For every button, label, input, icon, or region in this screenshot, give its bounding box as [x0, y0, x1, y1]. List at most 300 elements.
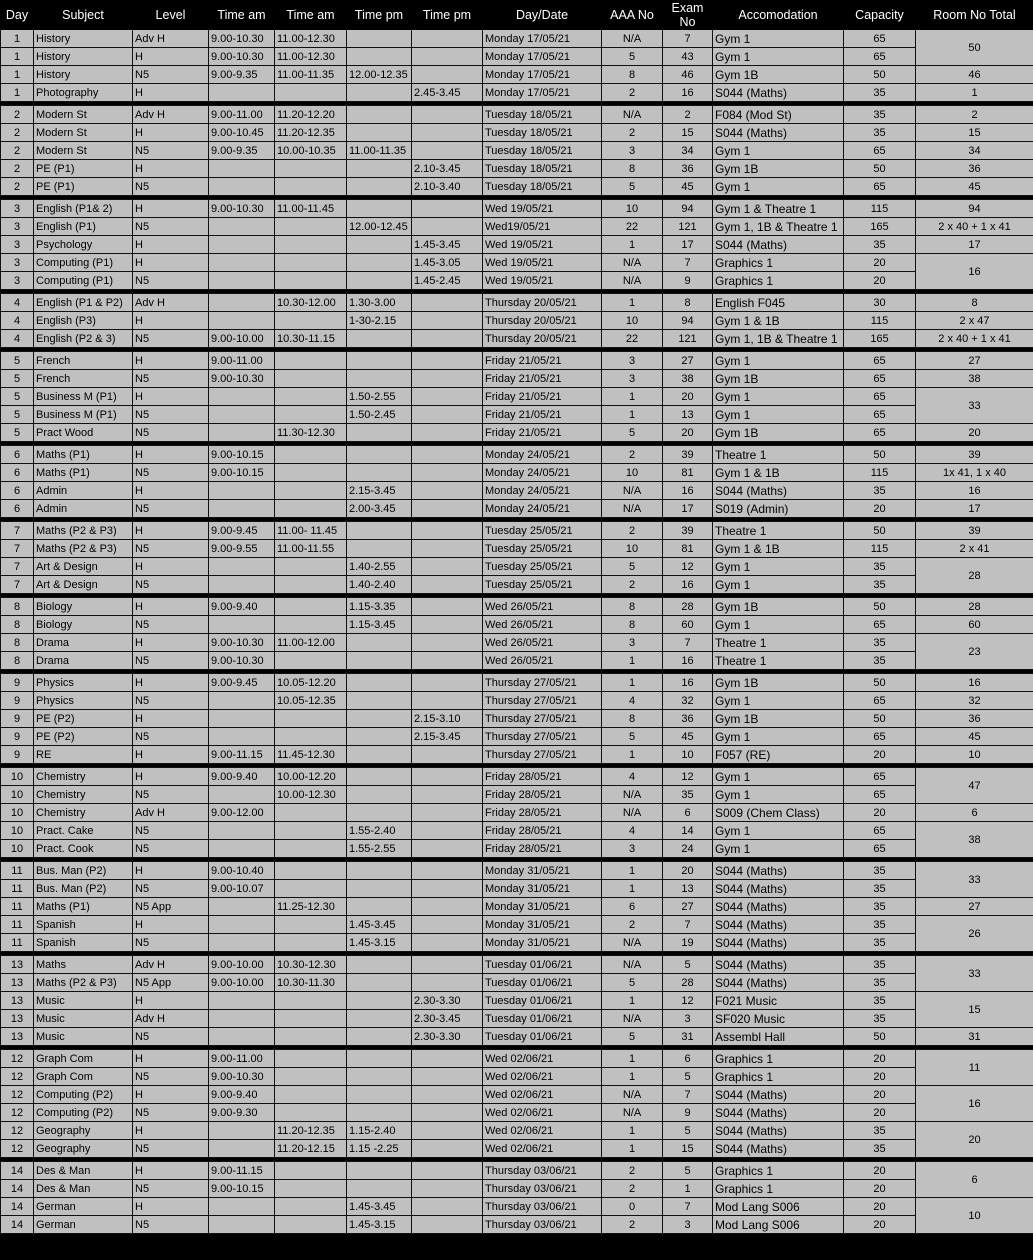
- accommodation-cell: Gym 1, 1B & Theatre 1: [713, 330, 844, 348]
- subject-cell: Pract. Cook: [34, 840, 133, 858]
- exam-no-cell: 16: [663, 84, 713, 102]
- date-cell: Tuesday 25/05/21: [483, 540, 602, 558]
- time-am-1-cell: 9.00-9.40: [209, 768, 275, 786]
- time-pm-2-cell: [412, 692, 483, 710]
- time-pm-1-cell: 1-30-2.15: [347, 312, 412, 330]
- exam-no-cell: 27: [663, 352, 713, 370]
- level-cell: H: [133, 916, 209, 934]
- table-row: [1, 1104, 1033, 1122]
- capacity-cell: 20: [844, 1086, 916, 1104]
- aaa-no-cell: 3: [602, 370, 663, 388]
- subject-cell: French: [34, 352, 133, 370]
- time-am-2-cell: 10.05-12.20: [275, 674, 347, 692]
- date-cell: Wed 02/06/21: [483, 1050, 602, 1068]
- room-no-total-cell: 8: [916, 294, 1033, 312]
- table-row: [1, 482, 1033, 500]
- time-pm-2-cell: [412, 880, 483, 898]
- aaa-no-cell: 1: [602, 1140, 663, 1158]
- time-pm-2-cell: [412, 822, 483, 840]
- time-am-1-cell: 9.00-9.40: [209, 1086, 275, 1104]
- time-am-1-cell: 9.00-10.00: [209, 330, 275, 348]
- day-cell: 10: [1, 786, 34, 804]
- time-pm-2-cell: 1.45-3.45: [412, 236, 483, 254]
- time-am-1-cell: 9.00-10.30: [209, 48, 275, 66]
- accommodation-cell: Gym 1: [713, 840, 844, 858]
- table-row: [1, 598, 1033, 616]
- subject-cell: Admin: [34, 500, 133, 518]
- day-cell: 12: [1, 1050, 34, 1068]
- subject-cell: English (P2 & 3): [34, 330, 133, 348]
- day-cell: 6: [1, 464, 34, 482]
- aaa-no-cell: N/A: [602, 804, 663, 822]
- room-no-total-cell: 94: [916, 200, 1033, 218]
- level-cell: N5: [133, 1028, 209, 1046]
- day-cell: 6: [1, 500, 34, 518]
- time-am-1-cell: [209, 992, 275, 1010]
- subject-cell: Business M (P1): [34, 388, 133, 406]
- time-pm-1-cell: 1.40-2.55: [347, 558, 412, 576]
- subject-cell: Spanish: [34, 934, 133, 952]
- time-pm-1-cell: [347, 160, 412, 178]
- capacity-cell: 20: [844, 1068, 916, 1086]
- table-row: [1, 406, 1033, 424]
- time-pm-1-cell: [347, 84, 412, 102]
- time-am-2-cell: [275, 1198, 347, 1216]
- time-am-2-cell: [275, 160, 347, 178]
- time-pm-2-cell: [412, 1122, 483, 1140]
- subject-cell: English (P1& 2): [34, 200, 133, 218]
- time-pm-1-cell: [347, 1050, 412, 1068]
- table-row: [1, 804, 1033, 822]
- time-am-1-cell: 9.00-10.30: [209, 30, 275, 48]
- time-pm-1-cell: [347, 804, 412, 822]
- time-pm-1-cell: 1.45-3.45: [347, 1198, 412, 1216]
- day-cell: 9: [1, 674, 34, 692]
- time-pm-1-cell: 12.00-12.35: [347, 66, 412, 84]
- room-no-total-cell: 38: [916, 370, 1033, 388]
- capacity-cell: 35: [844, 916, 916, 934]
- room-no-total-cell: 16: [916, 674, 1033, 692]
- time-am-1-cell: 9.00-9.35: [209, 142, 275, 160]
- time-pm-1-cell: [347, 236, 412, 254]
- level-cell: N5: [133, 692, 209, 710]
- table-row: [1, 540, 1033, 558]
- subject-cell: Pract Wood: [34, 424, 133, 442]
- exam-no-cell: 35: [663, 786, 713, 804]
- time-pm-1-cell: [347, 880, 412, 898]
- subject-cell: Business M (P1): [34, 406, 133, 424]
- capacity-cell: 30: [844, 294, 916, 312]
- day-cell: 1: [1, 30, 34, 48]
- time-pm-1-cell: [347, 1086, 412, 1104]
- level-cell: N5: [133, 66, 209, 84]
- time-pm-2-cell: 2.30-3.30: [412, 992, 483, 1010]
- accommodation-cell: S044 (Maths): [713, 1086, 844, 1104]
- date-cell: Tuesday 01/06/21: [483, 992, 602, 1010]
- room-no-total-cell: 1x 41, 1 x 40: [916, 464, 1033, 482]
- time-am-2-cell: [275, 1162, 347, 1180]
- table-row: [1, 1180, 1033, 1198]
- level-cell: H: [133, 48, 209, 66]
- subject-cell: Modern St: [34, 142, 133, 160]
- day-cell: 3: [1, 272, 34, 290]
- level-cell: H: [133, 598, 209, 616]
- time-am-2-cell: [275, 652, 347, 670]
- table-row: [1, 1216, 1033, 1234]
- table-row: [1, 124, 1033, 142]
- day-cell: 11: [1, 862, 34, 880]
- level-cell: H: [133, 236, 209, 254]
- time-pm-1-cell: [347, 446, 412, 464]
- time-pm-1-cell: [347, 898, 412, 916]
- time-am-2-cell: [275, 558, 347, 576]
- subject-cell: Geography: [34, 1122, 133, 1140]
- time-am-2-cell: [275, 934, 347, 952]
- capacity-cell: 50: [844, 446, 916, 464]
- exam-no-cell: 5: [663, 956, 713, 974]
- time-am-1-cell: [209, 786, 275, 804]
- date-cell: Monday 31/05/21: [483, 934, 602, 952]
- exam-no-cell: 1: [663, 1180, 713, 1198]
- accommodation-cell: Graphics 1: [713, 254, 844, 272]
- accommodation-cell: Gym 1B: [713, 674, 844, 692]
- level-cell: Adv H: [133, 1010, 209, 1028]
- date-cell: Thursday 20/05/21: [483, 330, 602, 348]
- table-row: [1, 956, 1033, 974]
- table-row: [1, 48, 1033, 66]
- date-cell: Monday 17/05/21: [483, 30, 602, 48]
- time-am-1-cell: [209, 822, 275, 840]
- table-row: [1, 822, 1033, 840]
- time-pm-2-cell: [412, 934, 483, 952]
- table-row: [1, 30, 1033, 48]
- date-cell: Friday 21/05/21: [483, 424, 602, 442]
- time-pm-1-cell: [347, 728, 412, 746]
- capacity-cell: 20: [844, 1198, 916, 1216]
- aaa-no-cell: 1: [602, 294, 663, 312]
- accommodation-cell: S044 (Maths): [713, 934, 844, 952]
- time-pm-1-cell: [347, 974, 412, 992]
- aaa-no-cell: 2: [602, 84, 663, 102]
- time-pm-2-cell: [412, 746, 483, 764]
- level-cell: N5: [133, 406, 209, 424]
- aaa-no-cell: N/A: [602, 30, 663, 48]
- subject-cell: Music: [34, 1010, 133, 1028]
- time-am-2-cell: [275, 616, 347, 634]
- aaa-no-cell: 8: [602, 710, 663, 728]
- table-row: [1, 218, 1033, 236]
- time-pm-2-cell: [412, 500, 483, 518]
- time-am-1-cell: [209, 236, 275, 254]
- aaa-no-cell: 5: [602, 48, 663, 66]
- time-am-2-cell: 11.00-12.30: [275, 48, 347, 66]
- accommodation-cell: Gym 1B: [713, 370, 844, 388]
- level-cell: H: [133, 634, 209, 652]
- table-row: [1, 1122, 1033, 1140]
- time-am-1-cell: 9.00-10.30: [209, 652, 275, 670]
- date-cell: Wed 02/06/21: [483, 1140, 602, 1158]
- day-cell: 13: [1, 992, 34, 1010]
- date-cell: Wed 26/05/21: [483, 652, 602, 670]
- time-am-2-cell: 11.00-12.30: [275, 30, 347, 48]
- time-am-2-cell: 11.00- 11.45: [275, 522, 347, 540]
- time-pm-2-cell: [412, 1140, 483, 1158]
- time-pm-1-cell: 1.15 -2.25: [347, 1140, 412, 1158]
- day-cell: 14: [1, 1198, 34, 1216]
- aaa-no-cell: 4: [602, 822, 663, 840]
- accommodation-cell: Graphics 1: [713, 1162, 844, 1180]
- time-pm-2-cell: 1.45-3.05: [412, 254, 483, 272]
- aaa-no-cell: N/A: [602, 1010, 663, 1028]
- exam-no-cell: 7: [663, 634, 713, 652]
- time-pm-1-cell: 12.00-12.45: [347, 218, 412, 236]
- room-no-total-cell: 11: [916, 1050, 1033, 1086]
- time-am-1-cell: 9.00-10.15: [209, 464, 275, 482]
- time-am-1-cell: [209, 1122, 275, 1140]
- capacity-cell: 20: [844, 1104, 916, 1122]
- time-am-2-cell: [275, 464, 347, 482]
- time-am-1-cell: 9.00-11.15: [209, 746, 275, 764]
- time-am-1-cell: [209, 482, 275, 500]
- level-cell: N5 App: [133, 974, 209, 992]
- accommodation-cell: S044 (Maths): [713, 1104, 844, 1122]
- day-cell: 5: [1, 370, 34, 388]
- time-am-2-cell: [275, 862, 347, 880]
- time-am-2-cell: [275, 218, 347, 236]
- capacity-cell: 65: [844, 786, 916, 804]
- time-am-1-cell: [209, 1216, 275, 1234]
- time-am-1-cell: [209, 312, 275, 330]
- date-cell: Friday 28/05/21: [483, 768, 602, 786]
- time-pm-2-cell: [412, 1162, 483, 1180]
- time-pm-2-cell: [412, 974, 483, 992]
- subject-cell: Maths (P1): [34, 898, 133, 916]
- accommodation-cell: S044 (Maths): [713, 898, 844, 916]
- exam-no-cell: 7: [663, 30, 713, 48]
- time-pm-2-cell: [412, 66, 483, 84]
- day-cell: 12: [1, 1140, 34, 1158]
- day-cell: 4: [1, 294, 34, 312]
- accommodation-cell: Gym 1: [713, 576, 844, 594]
- level-cell: H: [133, 312, 209, 330]
- day-cell: 13: [1, 956, 34, 974]
- date-cell: Monday 17/05/21: [483, 66, 602, 84]
- date-cell: Tuesday 01/06/21: [483, 956, 602, 974]
- aaa-no-cell: 10: [602, 200, 663, 218]
- aaa-no-cell: N/A: [602, 482, 663, 500]
- time-am-1-cell: 9.00-9.35: [209, 66, 275, 84]
- aaa-no-cell: 3: [602, 840, 663, 858]
- time-pm-2-cell: [412, 634, 483, 652]
- table-row: [1, 746, 1033, 764]
- accommodation-cell: Gym 1 & 1B: [713, 464, 844, 482]
- capacity-cell: 50: [844, 1028, 916, 1046]
- capacity-cell: 35: [844, 106, 916, 124]
- time-am-1-cell: [209, 424, 275, 442]
- exam-no-cell: 20: [663, 862, 713, 880]
- aaa-no-cell: 2: [602, 446, 663, 464]
- room-no-total-cell: 47: [916, 768, 1033, 804]
- date-cell: Thursday 27/05/21: [483, 710, 602, 728]
- level-cell: H: [133, 862, 209, 880]
- level-cell: H: [133, 1050, 209, 1068]
- accommodation-cell: Gym 1: [713, 558, 844, 576]
- subject-cell: Drama: [34, 634, 133, 652]
- time-pm-1-cell: 1.50-2.55: [347, 388, 412, 406]
- time-am-1-cell: 9.00-9.45: [209, 522, 275, 540]
- aaa-no-cell: 10: [602, 312, 663, 330]
- time-am-1-cell: [209, 178, 275, 196]
- time-pm-1-cell: 1.55-2.55: [347, 840, 412, 858]
- capacity-cell: 35: [844, 652, 916, 670]
- table-row: [1, 1162, 1033, 1180]
- level-cell: N5: [133, 786, 209, 804]
- time-pm-2-cell: [412, 1104, 483, 1122]
- level-cell: H: [133, 352, 209, 370]
- date-cell: Tuesday 01/06/21: [483, 1028, 602, 1046]
- subject-cell: RE: [34, 746, 133, 764]
- aaa-no-cell: 3: [602, 142, 663, 160]
- level-cell: H: [133, 160, 209, 178]
- table-row: [1, 66, 1033, 84]
- accommodation-cell: Gym 1: [713, 406, 844, 424]
- day-cell: 13: [1, 974, 34, 992]
- subject-cell: Des & Man: [34, 1180, 133, 1198]
- time-pm-1-cell: 11.00-11.35: [347, 142, 412, 160]
- table-row: [1, 768, 1033, 786]
- time-am-1-cell: 9.00-11.00: [209, 352, 275, 370]
- room-no-total-cell: 27: [916, 352, 1033, 370]
- time-am-1-cell: 9.00-9.30: [209, 1104, 275, 1122]
- room-no-total-cell: 33: [916, 956, 1033, 992]
- room-no-total-cell: 10: [916, 746, 1033, 764]
- table-row: [1, 992, 1033, 1010]
- header-level: Level: [133, 1, 209, 30]
- time-pm-2-cell: [412, 446, 483, 464]
- level-cell: N5: [133, 1180, 209, 1198]
- time-am-1-cell: [209, 272, 275, 290]
- table-row: [1, 1140, 1033, 1158]
- subject-cell: PE (P2): [34, 710, 133, 728]
- exam-no-cell: 7: [663, 1198, 713, 1216]
- level-cell: H: [133, 1198, 209, 1216]
- time-am-1-cell: [209, 576, 275, 594]
- level-cell: N5: [133, 424, 209, 442]
- header-row: [1, 1, 1033, 30]
- date-cell: Wed19/05/21: [483, 218, 602, 236]
- time-am-2-cell: 11.00-11.35: [275, 66, 347, 84]
- time-pm-1-cell: [347, 862, 412, 880]
- table-row: [1, 352, 1033, 370]
- exam-no-cell: 17: [663, 500, 713, 518]
- subject-cell: Bus. Man (P2): [34, 880, 133, 898]
- table-row: [1, 862, 1033, 880]
- table-row: [1, 200, 1033, 218]
- time-pm-1-cell: 1.45-3.15: [347, 1216, 412, 1234]
- time-pm-1-cell: [347, 48, 412, 66]
- day-cell: 6: [1, 482, 34, 500]
- capacity-cell: 65: [844, 822, 916, 840]
- exam-no-cell: 20: [663, 388, 713, 406]
- accommodation-cell: Gym 1B: [713, 66, 844, 84]
- accommodation-cell: F057 (RE): [713, 746, 844, 764]
- time-am-1-cell: 9.00-10.07: [209, 880, 275, 898]
- aaa-no-cell: 8: [602, 66, 663, 84]
- time-pm-2-cell: [412, 370, 483, 388]
- subject-cell: Biology: [34, 598, 133, 616]
- time-pm-2-cell: [412, 768, 483, 786]
- day-cell: 7: [1, 540, 34, 558]
- subject-cell: Maths (P2 & P3): [34, 522, 133, 540]
- table-row: [1, 786, 1033, 804]
- subject-cell: Music: [34, 1028, 133, 1046]
- table-row: [1, 160, 1033, 178]
- aaa-no-cell: N/A: [602, 500, 663, 518]
- subject-cell: Modern St: [34, 106, 133, 124]
- subject-cell: Photography: [34, 84, 133, 102]
- room-no-total-cell: 31: [916, 1028, 1033, 1046]
- level-cell: N5: [133, 272, 209, 290]
- time-pm-1-cell: [347, 254, 412, 272]
- accommodation-cell: Mod Lang S006: [713, 1216, 844, 1234]
- accommodation-cell: S009 (Chem Class): [713, 804, 844, 822]
- exam-no-cell: 12: [663, 768, 713, 786]
- subject-cell: Admin: [34, 482, 133, 500]
- time-am-1-cell: 9.00-10.00: [209, 974, 275, 992]
- capacity-cell: 115: [844, 464, 916, 482]
- aaa-no-cell: 2: [602, 916, 663, 934]
- date-cell: Tuesday 01/06/21: [483, 974, 602, 992]
- day-cell: 9: [1, 710, 34, 728]
- accommodation-cell: Gym 1: [713, 786, 844, 804]
- exam-no-cell: 14: [663, 822, 713, 840]
- time-pm-2-cell: 2.15-3.10: [412, 710, 483, 728]
- date-cell: Tuesday 18/05/21: [483, 124, 602, 142]
- capacity-cell: 65: [844, 424, 916, 442]
- subject-cell: Maths (P1): [34, 464, 133, 482]
- day-cell: 2: [1, 106, 34, 124]
- accommodation-cell: F084 (Mod St): [713, 106, 844, 124]
- time-am-2-cell: 10.05-12.35: [275, 692, 347, 710]
- time-pm-2-cell: [412, 786, 483, 804]
- level-cell: Adv H: [133, 294, 209, 312]
- exam-no-cell: 6: [663, 804, 713, 822]
- time-am-1-cell: 9.00-12.00: [209, 804, 275, 822]
- time-am-2-cell: [275, 598, 347, 616]
- time-pm-1-cell: 1.50-2.45: [347, 406, 412, 424]
- accommodation-cell: Gym 1 & 1B: [713, 312, 844, 330]
- date-cell: Wed 19/05/21: [483, 236, 602, 254]
- time-am-2-cell: [275, 840, 347, 858]
- time-pm-1-cell: [347, 370, 412, 388]
- accommodation-cell: F021 Music: [713, 992, 844, 1010]
- date-cell: Wed 19/05/21: [483, 200, 602, 218]
- subject-cell: Chemistry: [34, 768, 133, 786]
- time-am-1-cell: [209, 84, 275, 102]
- aaa-no-cell: 1: [602, 652, 663, 670]
- accommodation-cell: S019 (Admin): [713, 500, 844, 518]
- time-am-2-cell: [275, 1050, 347, 1068]
- day-cell: 8: [1, 616, 34, 634]
- aaa-no-cell: 10: [602, 464, 663, 482]
- time-am-2-cell: [275, 1010, 347, 1028]
- date-cell: Wed 02/06/21: [483, 1086, 602, 1104]
- capacity-cell: 50: [844, 674, 916, 692]
- accommodation-cell: S044 (Maths): [713, 862, 844, 880]
- accommodation-cell: S044 (Maths): [713, 974, 844, 992]
- table-row: [1, 1086, 1033, 1104]
- time-pm-2-cell: [412, 1216, 483, 1234]
